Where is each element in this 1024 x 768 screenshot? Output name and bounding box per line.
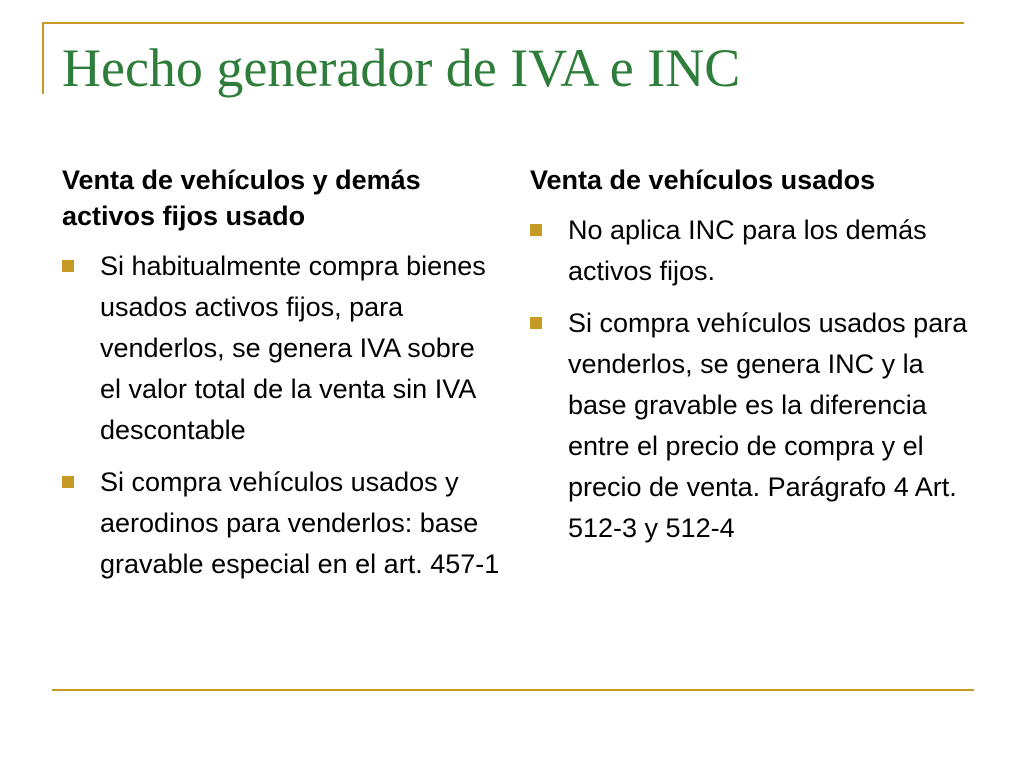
right-column [530, 162, 970, 560]
bullet-text: Si habitualmente compra bienes usados activos fijos, para venderlos, se genera IVA sobre el valor total de la venta sin IVA descontable [100, 251, 486, 445]
frame-bottom-line [52, 689, 974, 691]
square-bullet-icon [530, 317, 542, 329]
left-bullet-list [62, 246, 502, 585]
square-bullet-icon [62, 476, 74, 488]
bullet-text: Si compra vehículos usados para venderlos, se genera INC y la base gravable es la diferencia entre el precio de compra y el precio de venta. Parágrafo 4 Art. 512-3 y 512-4 [568, 308, 968, 543]
square-bullet-icon [530, 224, 542, 236]
bullet-item [530, 303, 970, 549]
frame-top-line [42, 22, 964, 24]
right-bullet-list [530, 210, 970, 549]
bullet-item [62, 246, 502, 451]
right-column-heading: Venta de vehículos usados [530, 165, 876, 195]
left-column-heading: Venta de vehículos y demás activos fijos usado [62, 165, 421, 231]
frame-left-line [42, 22, 44, 94]
square-bullet-icon [62, 260, 74, 272]
bullet-item [62, 462, 502, 585]
bullet-text: No aplica INC para los demás activos fijos. [568, 215, 927, 286]
bullet-item [530, 210, 970, 292]
left-column [62, 162, 502, 596]
bullet-text: Si compra vehículos usados y aerodinos para venderlos: base gravable especial en el art. 457-1 [100, 467, 500, 579]
slide-title: Hecho generador de IVA e INC [62, 38, 741, 98]
